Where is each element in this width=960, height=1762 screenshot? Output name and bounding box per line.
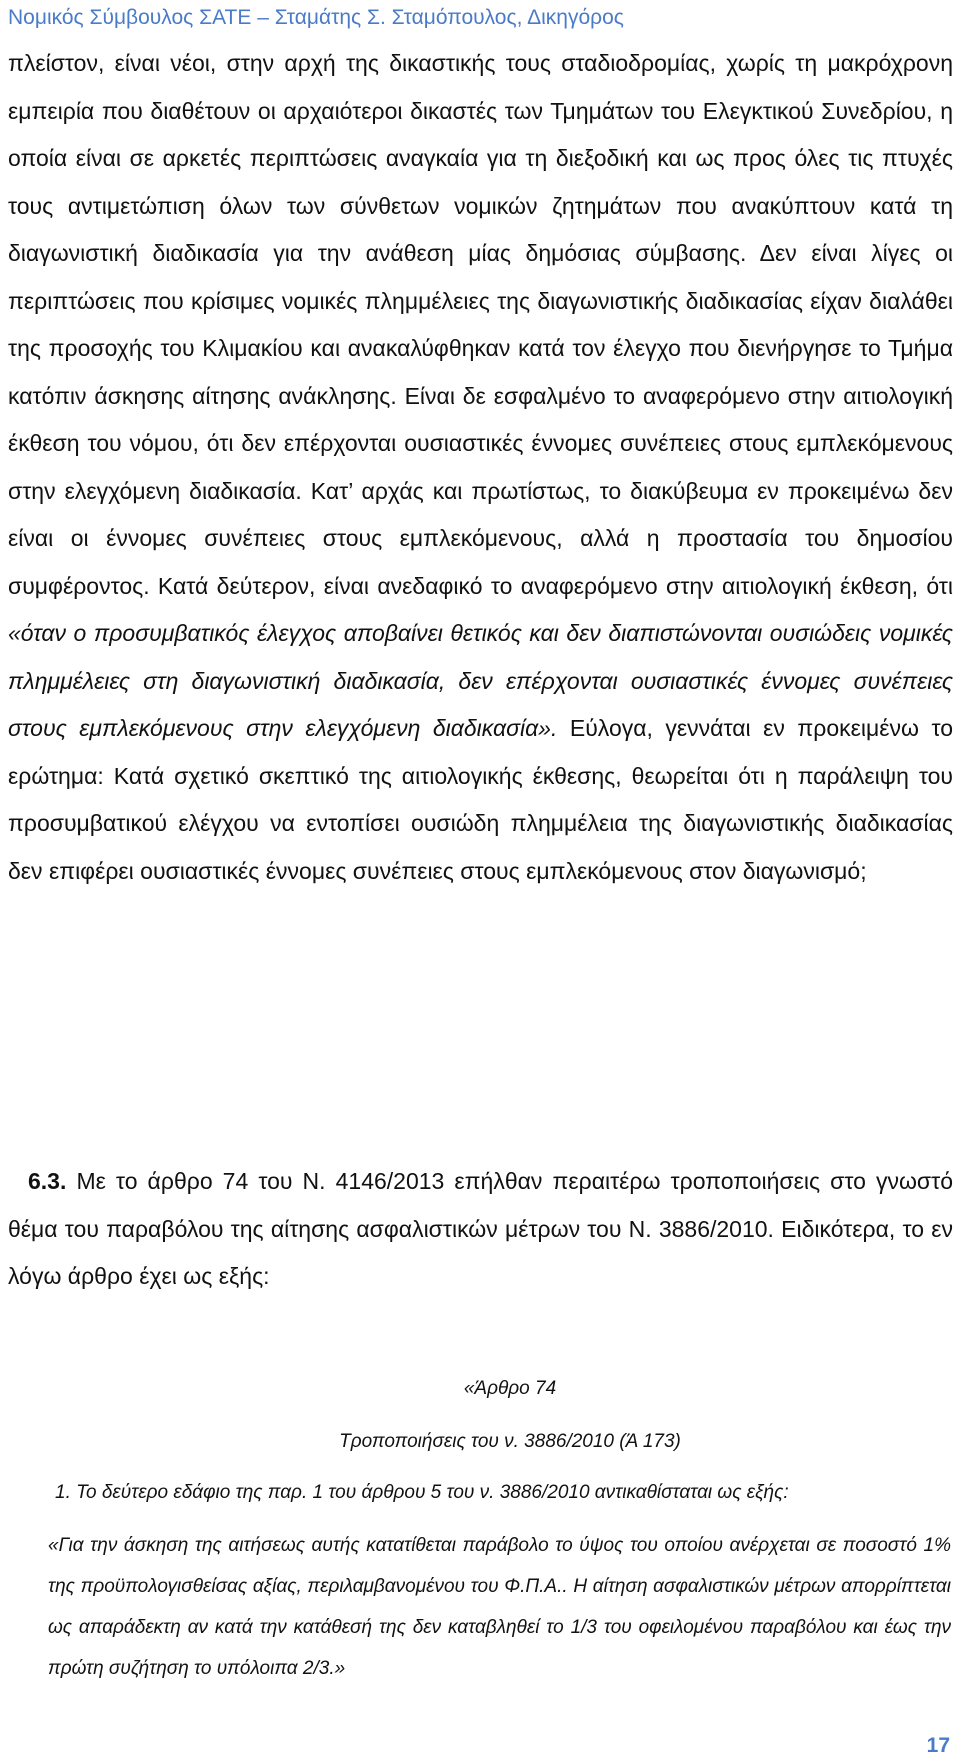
paragraph-text-continued: Εύλογα, γεννάται εν προκειμένω το ερώτημα: Κατά σχετικό σκεπτικό της αιτιολογικής έκθεσης, θεωρείται ότι η παράλειψη του προσυμβατικού ελέγχου να εντοπίσει ουσιώδη πλημμέλεια της διαγωνιστικής διαδικασίας δεν επιφέρει ουσιαστικές έννομες συνέπειες στους εμπλεκόμενους στον διαγωνισμό; — [8, 715, 954, 884]
running-header: Νομικός Σύμβουλος ΣΑΤΕ – Σταμάτης Σ. Σταμόπουλος, Δικηγόρος — [8, 6, 624, 29]
body-paragraph — [8, 40, 953, 895]
section-text: Με το άρθρο 74 του Ν. 4146/2013 επήλθαν περαιτέρω τροποποιήσεις στο γνωστό θέμα του παραβόλου της αίτησης ασφαλιστικών μέτρων του Ν. 3886/2010. Ειδικότερα, το εν λόγω άρθρο έχει ως εξής: — [8, 1168, 953, 1289]
paragraph-text: πλείστον, είναι νέοι, στην αρχή της δικαστικής τους σταδιοδρομίας, χωρίς τη μακρόχρονη εμπειρία που διαθέτουν οι αρχαιότεροι δικαστές των Τμημάτων του Ελεγκτικού Συνεδρίου, η οποία είναι σε αρκετές περιπτώσεις αναγκαία για τη διεξοδική και ως προς όλες τις πτυχές τους αντιμετώπιση όλων των σύνθετων νομικών ζητημάτων που ανακύπτουν κατά τη διαγωνιστική διαδικασία για την ανάθεση μίας δημόσιας σύμβασης. Δεν είναι λίγες οι περιπτώσεις που κρίσιμες νομικές πλημμέλειες της διαγωνιστικής διαδικασίας είχαν διαλάθει της προσοχής του Κλιμακίου και ανακαλύφθηκαν κατά τον έλεγχο που διενήργησε το Τμήμα κατόπιν άσκησης αίτησης ανάκλησης. Είναι δε εσφαλμένο το αναφερόμενο στην αιτιολογική έκθεση του νόμου, ότι δεν επέρχονται ουσιαστικές έννομες συνέπειες στους εμπλεκόμενους στην ελεγχόμενη διαδικασία. Κατ’ αρχάς και πρωτίστως, το διακύβευμα εν προκειμένω δεν είναι οι έννομες συνέπειες στους εμπλεκόμενους, αλλά η προστασία του δημοσίου συμφέροντος. Κατά δεύτερον, είναι ανεδαφικό το αναφερόμενο στην αιτιολογική έκθεση, ότι — [8, 50, 953, 599]
article-item: 1. Το δεύτερο εδάφιο της παρ. 1 του άρθρου 5 του ν. 3886/2010 αντικαθίσταται ως εξής: — [55, 1482, 789, 1503]
italic-quote: «όταν ο προσυμβατικός έλεγχος αποβαίνει θετικός και δεν διαπιστώνονται ουσιώδεις νομικές πλημμέλειες στη διαγωνιστική διαδικασία, δεν επέρχονται ουσιαστικές έννομες συνέπειες στους εμπλεκόμενους στην ελεγχόμενη διαδικασία». — [8, 620, 953, 741]
section-number: 6.3. — [28, 1168, 67, 1194]
article-title: «Άρθρο 74 — [463, 1378, 557, 1399]
article-quote: «Για την άσκηση της αιτήσεως αυτής κατατίθεται παράβολο το ύψος του οποίου ανέρχεται σε ποσοστό 1% της προϋπολογισθείσας αξίας, περιλαμβανομένου του Φ.Π.Α.. Η αίτηση ασφαλιστικών μέτρων απορρίπτεται ως απαράδεκτη αν κατά την κατάθεσή της δεν καταβληθεί το 1/3 του οφειλομένου παραβόλου και έως την πρώτη συζήτηση το υπόλοιπα 2/3.» — [48, 1535, 951, 1679]
section-paragraph-6-3 — [8, 1158, 953, 1301]
page-number: 17 — [926, 1734, 950, 1757]
article-subtitle: Τροποποιήσεις του ν. 3886/2010 (Ά 173) — [339, 1431, 681, 1452]
